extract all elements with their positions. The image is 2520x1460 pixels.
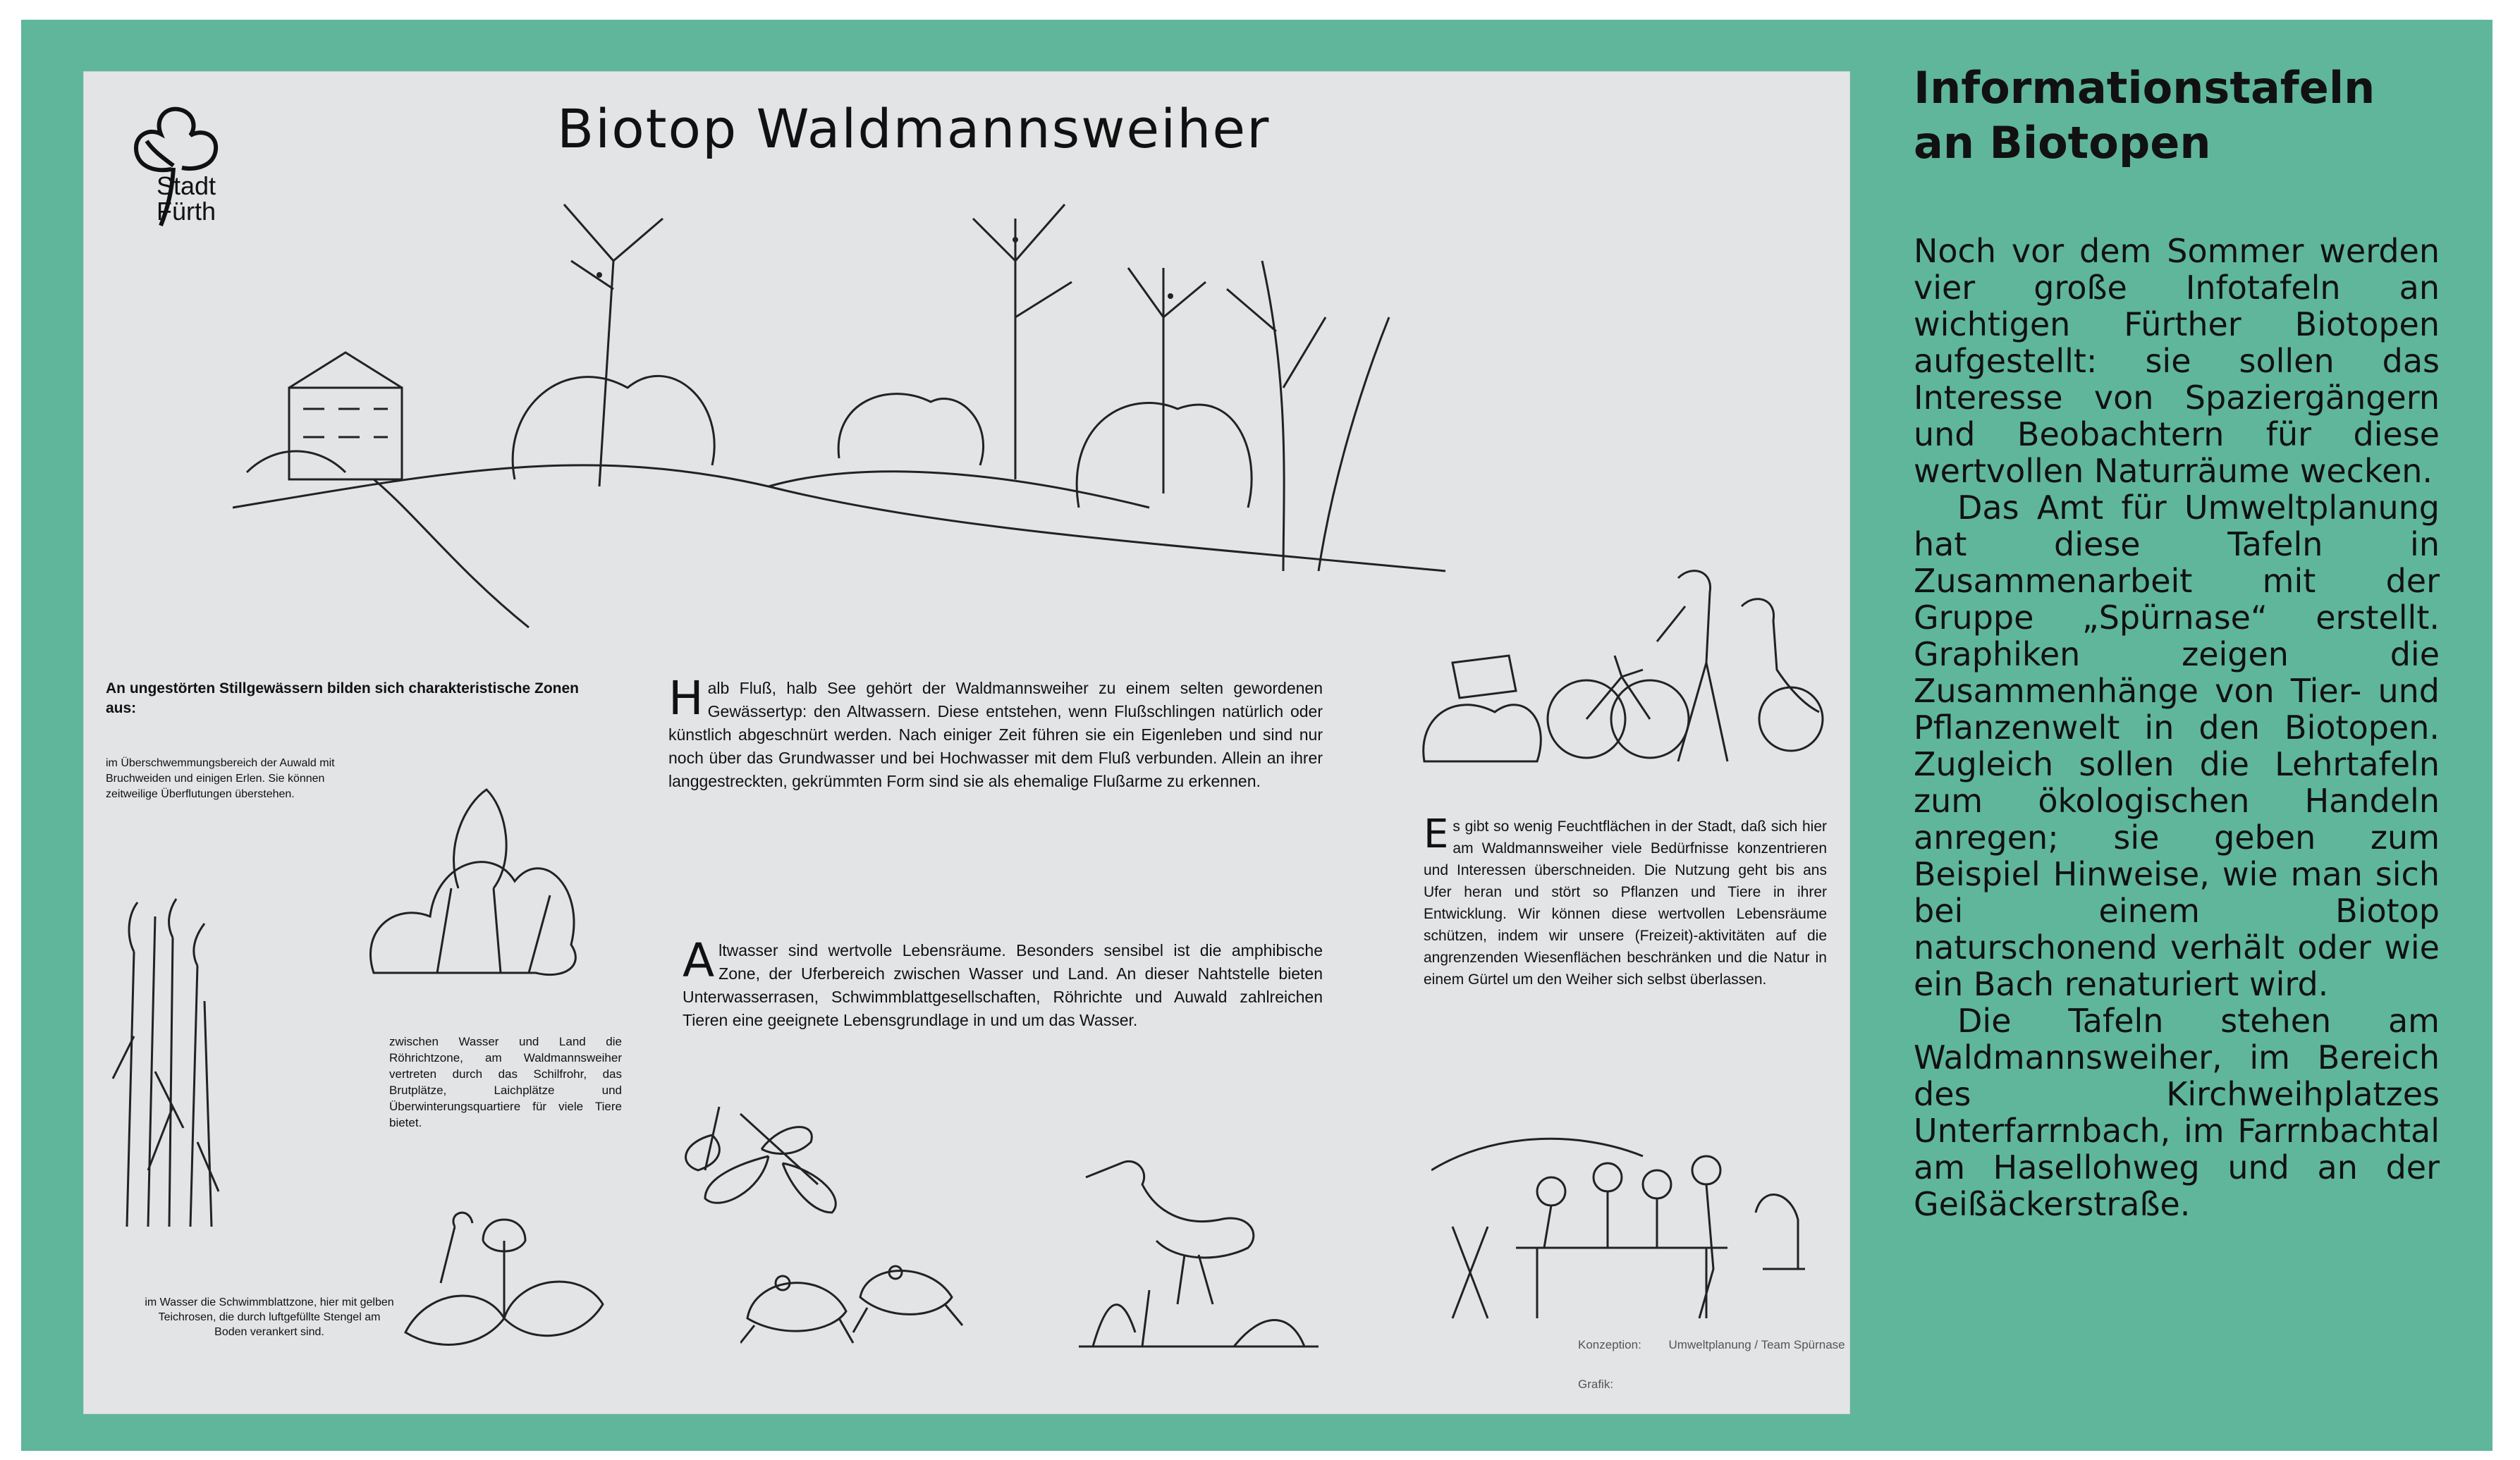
paragraph-lebensraeume-text: ltwasser sind wertvolle Lebensräume. Besonders sensibel ist die amphibische Zone, der Uferbereich zwischen Wasser und Land. An dieser Nahtstelle bieten Unterwasserrasen, Schwimmblattgesellschaften, Röhrichte und Auwald zahlreichen Tieren eine geeignete Lebensgrundlage in und um das Wasser. <box>683 941 1323 1029</box>
zone-schwimmblatt-text: im Wasser die Schwimmblattzone, hier mit gelben Teichrosen, die durch luftgefüllte Stengel am Boden verankert sind. <box>145 1296 394 1338</box>
heron-illustration <box>1079 1156 1319 1354</box>
article-heading <box>1914 61 2375 171</box>
credit-konzeption-label: Konzeption: <box>1578 1338 1641 1351</box>
drop-cap-h: H <box>668 671 704 725</box>
article-heading-line1: Informationstafeln <box>1914 62 2375 114</box>
water-lily-illustration <box>398 1198 610 1361</box>
paragraph-feuchtflaechen-text: s gibt so wenig Feuchtflächen in der Stadt, daß sich hier am Waldmannsweiher viele Bedürfnisse konzentrieren und Interessen überschneiden. Die Nutzung geht bis ans Ufer heran und stört so Pflanzen und Tiere in ihrer Entwicklung. Wir können diese wertvollen Lebensräume schützen, indem wir unsere (Freizeit)-aktivitäten auf die angrenzenden Wiesenflächen beschränken und die Natur in einem Gürtel um den Weiher sich selbst überlassen. <box>1424 818 1827 988</box>
credit-konzeption <box>1578 1338 1845 1352</box>
article-heading-line2: an Biotopen <box>1914 117 2211 168</box>
article-paragraph-1: Noch vor dem Sommer werden vier große Infotafeln an wichtigen Fürther Biotopen aufgestellt: sie sollen das Interesse von Spaziergängern und Beobachtern für diese wertvollen Naturräume wecken. <box>1914 232 2440 490</box>
frogs-illustration <box>740 1241 966 1346</box>
drop-cap-a: A <box>683 933 715 988</box>
board-title: Biotop Waldmannsweiher <box>557 97 1271 160</box>
paragraph-lebensraeume <box>683 933 1323 1032</box>
landscape-illustration <box>233 176 1474 642</box>
logo-text-line1: Stadt <box>157 171 216 200</box>
zones-intro-text: An ungestörten Stillgewässern bilden sich charakteristische Zonen aus: <box>106 680 580 716</box>
article-paragraph-3: Die Tafeln stehen am Waldmannsweiher, im Bereich des Kirchweihplatzes Unterfarrnbach, im Farrnbachtal am Hasellohweg und an der Geißäckerstraße. <box>1914 1002 2440 1223</box>
drop-cap-e: E <box>1424 811 1449 857</box>
credit-konzeption-value: Umweltplanung / Team Spürnase <box>1668 1338 1845 1351</box>
shrub-illustration <box>353 761 592 987</box>
paragraph-altwasser-type-text: alb Fluß, halb See gehört der Waldmannsweiher zu einem selten gewordenen Gewässertyp: den Altwassern. Diese entstehen, wenn Flußschlingen natürlich oder künstlich abgeschnürt werden. Nach einiger Zeit führen sie ein Eigenleben und sind nur noch über das Grundwasser und bei Hochwasser mit dem Fluß verbunden. Allein an ihrer langgestreckten, gekrümmten Form sind sie als ehemalige Flußarme zu erkennen. <box>668 679 1323 790</box>
article-paragraph-2: Das Amt für Umweltplanung hat diese Tafeln in Zusammenarbeit mit der Gruppe „Spürnase“ erstellt. Graphiken zeigen die Zusammenhänge von Tier- und Pflanzenwelt in den Biotopen. Zugleich sollen die Lehrtafeln zum ökologischen Handeln anregen; sie geben zum Beispiel Hinweise, wie man sich bei einem Biotop naturschonend verhält oder wie ein Bach renaturiert wird. <box>1914 489 2440 1003</box>
paragraph-feuchtflaechen <box>1424 811 1827 990</box>
zone-roehricht-text: zwischen Wasser und Land die Röhrichtzone, am Waldmannsweiher vertreten durch das Schilfrohr, das Brutplätze, Laichplätze und Überwinterungsquartiere für viele Tiere bietet. <box>389 1035 622 1129</box>
dragonfly-illustration <box>677 1093 853 1227</box>
logo-text <box>157 173 216 224</box>
zone-auwald-text: im Überschwemmungsbereich der Auwald mit Bruchweiden und einigen Erlen. Sie können zeitweilige Überflutungen überstehen. <box>106 757 335 800</box>
credit-grafik-label: Grafik: <box>1578 1378 1614 1391</box>
article-body <box>1914 233 2440 1222</box>
reed-illustration <box>106 895 226 1227</box>
cyclists-illustration <box>1410 550 1833 775</box>
logo-text-line2: Fürth <box>157 197 216 226</box>
picnic-group-illustration <box>1431 1128 1812 1325</box>
credit-grafik <box>1578 1378 1613 1392</box>
paragraph-altwasser-type <box>668 671 1323 793</box>
